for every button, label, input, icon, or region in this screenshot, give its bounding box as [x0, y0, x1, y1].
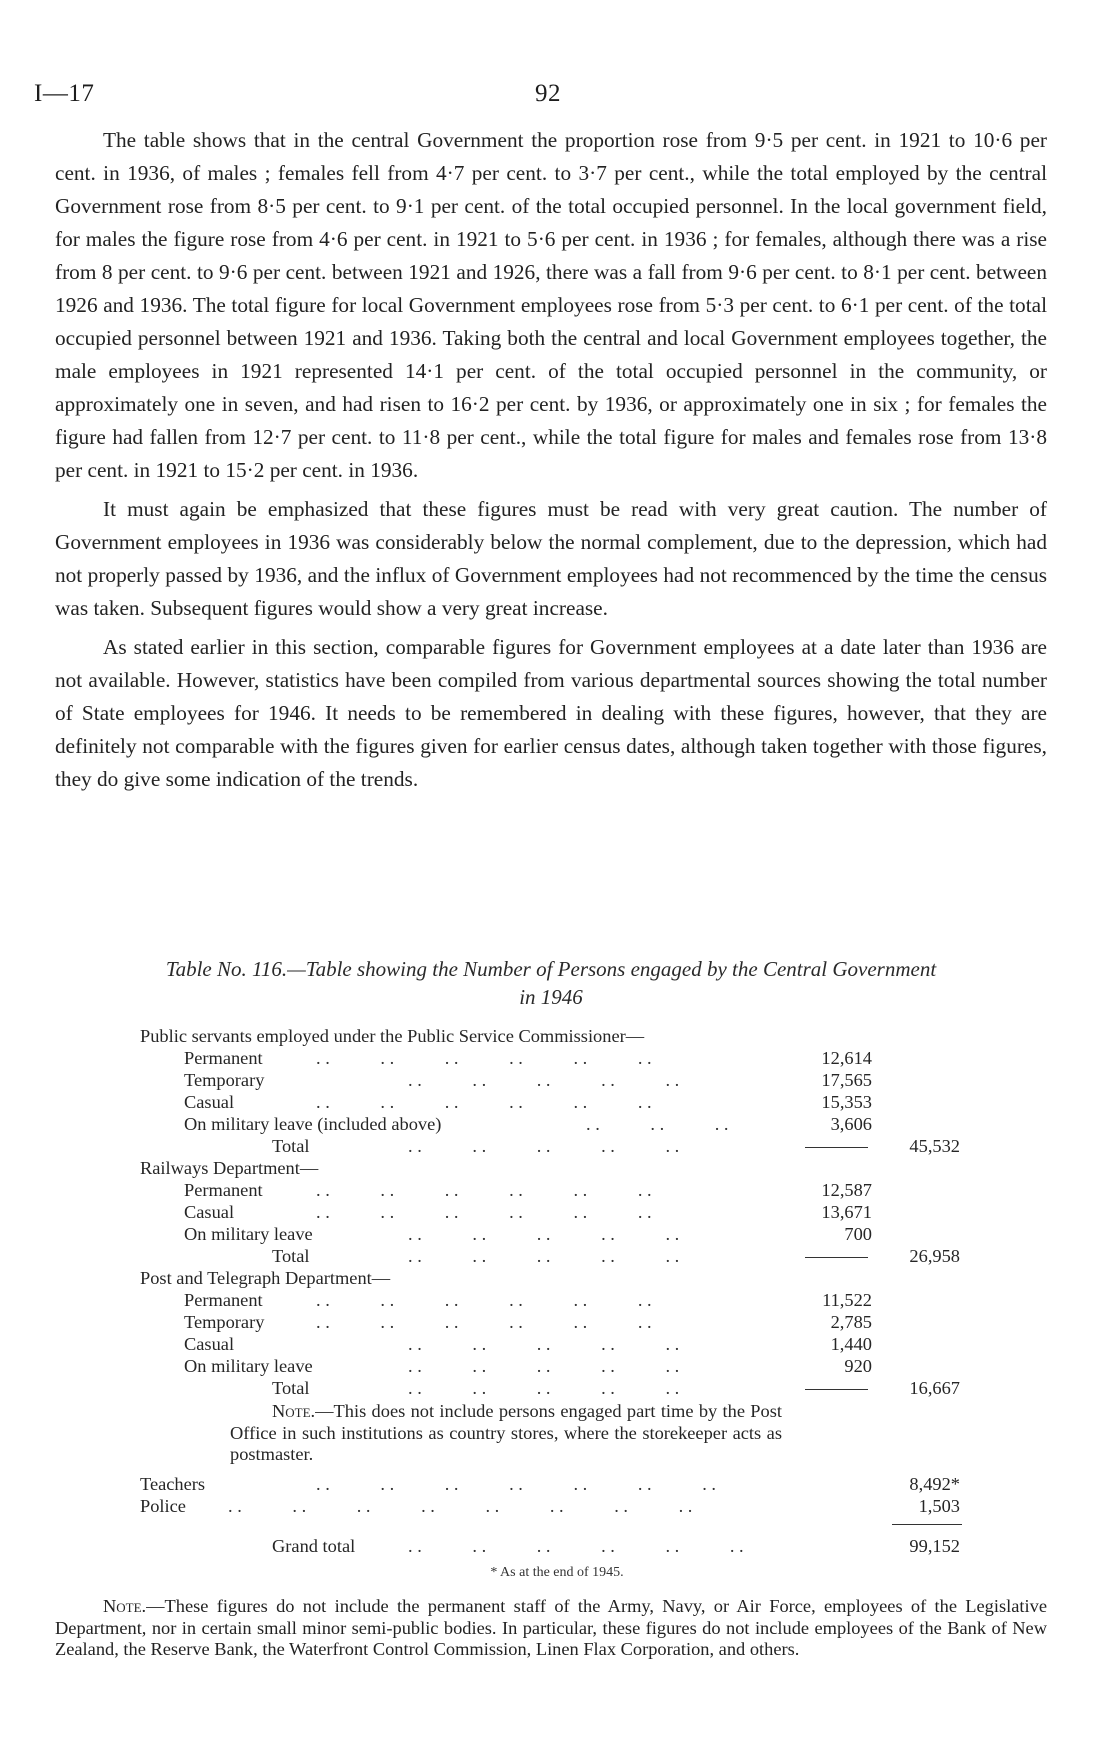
row-label: Total — [272, 1136, 310, 1156]
paragraph-1: The table shows that in the central Government the proportion rose from 9·5 per cent. in 1921 to 10·6 per cent. in 1936, of males ; females fell from 4·7 per cent. to 3·7 per cent., while the total employed by the central Government rose from 8·5 per cent. to 9·1 per cent. of the total occupied personnel. In the local government field, for males the figure rose from 4·6 per cent. in 1921 to 5·6 per cent. in 1936 ; for females, although there was a rise from 8 per cent. to 9·6 per cent. between 1921 and 1926, there was a fall from 9·6 per cent. to 8·1 per cent. between 1926 and 1936. The total figure for local Government employees rose from 5·3 per cent. to 6·1 per cent. of the total occupied personnel between 1921 and 1936. Taking both the central and local Government employees together, the male employees in 1921 represented 14·1 per cent. of the total occupied personnel in the community, or approximately one in seven, and had risen to 16·2 per cent. by 1936, or approximately one in six ; for females the figure had fallen from 12·7 per cent. to 11·8 per cent., while the total figure for males and females rose from 13·8 per cent. in 1921 to 15·2 per cent. in 1936. — [55, 128, 1047, 482]
leader-dots: . . . . . . . . . . . . — [316, 1048, 652, 1068]
table-row — [0, 1069, 1114, 1091]
bottom-note — [55, 1596, 1047, 1661]
subtotal-rule — [805, 1257, 868, 1258]
table-row — [0, 1157, 1114, 1179]
row-value: 3,606 — [830, 1114, 872, 1134]
table-caption-line-2: in 1946 — [519, 985, 583, 1009]
table-row — [0, 1377, 1114, 1399]
row-label: Grand total — [272, 1536, 356, 1556]
table-row — [0, 1333, 1114, 1355]
leader-dots: . . . . . . . . . . . . . . — [316, 1474, 716, 1494]
table-row — [0, 1267, 1114, 1289]
section-heading-post-telegraph: Post and Telegraph Department— — [140, 1268, 391, 1288]
row-total: 26,958 — [909, 1246, 960, 1266]
table-row — [0, 1535, 1114, 1557]
body-text — [55, 124, 1047, 802]
leader-dots: . . . . . . . . . . . . . . . . — [228, 1496, 693, 1516]
row-label: Permanent — [184, 1180, 263, 1200]
row-total: 16,667 — [909, 1378, 960, 1398]
leader-dots: . . . . . . . . . . — [408, 1246, 680, 1266]
row-label: Permanent — [184, 1290, 263, 1310]
row-total: 1,503 — [918, 1496, 960, 1516]
paragraph-3: As stated earlier in this section, comparable figures for Government employees at a date later than 1936 are not available. However, statistics have been compiled from various departmental sources showing the total number of State employees for 1946. It needs to be remembered in dealing with these figures, however, that they are definitely not comparable with the figures given for earlier census dates, although taken together with those figures, they do give some indication of the trends. — [55, 635, 1047, 791]
subtotal-rule — [805, 1147, 868, 1148]
row-label: On military leave (included above) — [184, 1114, 442, 1134]
row-label: On military leave — [184, 1224, 313, 1244]
row-label: Temporary — [184, 1312, 265, 1332]
page-number: 92 — [535, 80, 561, 107]
leader-dots: . . . . . . . . . . — [408, 1070, 680, 1090]
note-lead: Note. — [272, 1401, 316, 1421]
row-label: Casual — [184, 1092, 235, 1112]
row-value: 2,785 — [830, 1312, 872, 1332]
row-value: 700 — [844, 1224, 872, 1244]
table-row — [0, 1495, 1114, 1517]
row-value: 920 — [844, 1356, 872, 1376]
leader-dots: . . . . . . . . . . — [408, 1136, 680, 1156]
table-row — [0, 1091, 1114, 1113]
section-heading-public-service: Public servants employed under the Public Service Commissioner— — [140, 1026, 645, 1046]
leader-dots: . . . . . . . . . . — [408, 1378, 680, 1398]
table-row — [0, 1201, 1114, 1223]
section-heading-railways: Railways Department— — [140, 1158, 319, 1178]
row-total: 8,492* — [909, 1474, 960, 1494]
row-label: Casual — [184, 1334, 235, 1354]
table-row — [0, 1047, 1114, 1069]
row-value: 17,565 — [821, 1070, 872, 1090]
note-text: —These figures do not include the permanent staff of the Army, Navy, or Air Force, employees of the Legislative Department, nor in certain small minor semi-public bodies. In particular, these figures do not include employees of the Bank of New Zealand, the Reserve Bank, the Waterfront Control Commission, Linen Flax Corporation, and others. — [55, 1596, 1047, 1659]
row-value: 1,440 — [830, 1334, 872, 1354]
row-label: Temporary — [184, 1070, 265, 1090]
table-row — [0, 1179, 1114, 1201]
table-footnote: * As at the end of 1945. — [490, 1565, 624, 1580]
table-caption — [55, 955, 1047, 1011]
leader-dots: . . . . . . . . . . . . — [408, 1536, 744, 1556]
row-value: 12,587 — [821, 1180, 872, 1200]
table-row — [0, 1135, 1114, 1157]
table-row — [0, 1311, 1114, 1333]
subtotal-rule — [805, 1389, 868, 1390]
leader-dots: . . . . . . . . . . . . — [316, 1092, 652, 1112]
post-telegraph-note — [230, 1401, 782, 1466]
row-label: Teachers — [140, 1474, 206, 1494]
leader-dots: . . . . . . . . . . . . — [316, 1290, 652, 1310]
leader-dots: . . . . . . . . . . . . — [316, 1180, 652, 1200]
table-row — [0, 1223, 1114, 1245]
table-row — [0, 1473, 1114, 1495]
paragraph-2: It must again be emphasized that these figures must be read with very great caution. The number of Government employees in 1936 was considerably below the normal complement, due to the depression, which had not properly passed by 1936, and the influx of Government employees had not recommenced by the time the census was taken. Subsequent figures would show a very great increase. — [55, 497, 1047, 620]
table-row — [0, 1355, 1114, 1377]
row-value: 13,671 — [821, 1202, 872, 1222]
row-total: 99,152 — [909, 1536, 960, 1556]
leader-dots: . . . . . . . . . . — [408, 1356, 680, 1376]
table-caption-line-1: Table No. 116.—Table showing the Number of Persons engaged by the Central Government — [165, 957, 937, 981]
table-row — [0, 1025, 1114, 1047]
row-value: 11,522 — [822, 1290, 872, 1310]
row-label: Total — [272, 1246, 310, 1266]
table-row — [0, 1289, 1114, 1311]
row-value: 15,353 — [821, 1092, 872, 1112]
leader-dots: . . . . . . — [586, 1114, 729, 1134]
row-value: 12,614 — [821, 1048, 872, 1068]
row-label: Permanent — [184, 1048, 263, 1068]
note-lead: Note. — [103, 1596, 147, 1616]
row-label: Police — [140, 1496, 186, 1516]
document-reference: I—17 — [34, 80, 95, 107]
leader-dots: . . . . . . . . . . — [408, 1224, 680, 1244]
leader-dots: . . . . . . . . . . . . — [316, 1202, 652, 1222]
leader-dots: . . . . . . . . . . — [408, 1334, 680, 1354]
grand-total-rule — [892, 1524, 962, 1525]
table-row — [0, 1245, 1114, 1267]
row-label: Total — [272, 1378, 310, 1398]
row-label: On military leave — [184, 1356, 313, 1376]
leader-dots: . . . . . . . . . . . . — [316, 1312, 652, 1332]
row-total: 45,532 — [909, 1136, 960, 1156]
row-label: Casual — [184, 1202, 235, 1222]
table-row — [0, 1113, 1114, 1135]
note-text: —This does not include persons engaged part time by the Post Office in such institutions as country stores, where the storekeeper acts as postmaster. — [230, 1401, 782, 1464]
